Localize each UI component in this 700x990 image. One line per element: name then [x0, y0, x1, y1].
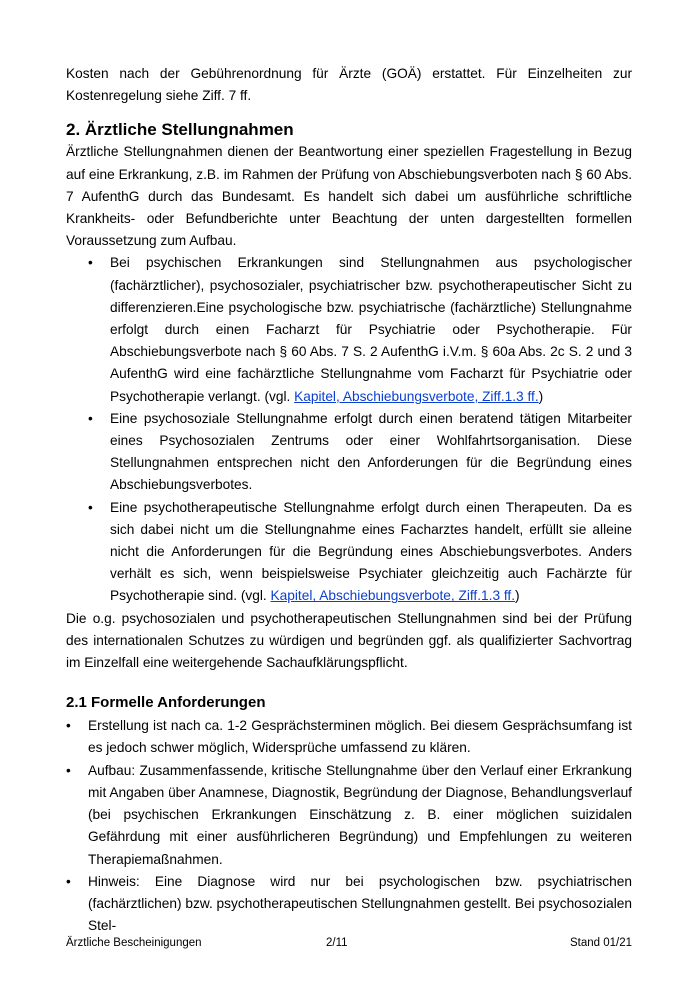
bullet-icon: • — [66, 762, 71, 778]
list-item-text-end: ) — [515, 588, 520, 604]
list-item-text: Hinweis: Eine Diagnose wird nur bei psychologischen bzw. psychiatrischen (fachärztlichen) bzw. psychotherapeutischen Stellungnahmen gestellt. Bei psychosozialen Stel- — [88, 873, 633, 934]
section-heading-2-1: 2.1 Formelle Anforderungen — [66, 694, 266, 712]
intro-paragraph: Kosten nach der Gebührenordnung für Ärzte (GOÄ) erstattet. Für Einzelheiten zur Kostenregelung siehe Ziff. 7 ff. — [66, 66, 632, 104]
section-2-paragraph: Ärztliche Stellungnahmen dienen der Beantwortung einer speziellen Fragestellung in Bezug auf eine Erkrankung, z.B. im Rahmen der Prüfung von Abschiebungsverboten nach § 60 Abs. 7 AufenthG durch das Bundesamt. Es handelt sich dabei um ausführliche schriftliche Krankheits- oder Befundberichte unter Beachtung der unten dargestellten formellen Voraussetzung zum Aufbau. — [66, 144, 632, 249]
stellungnahmen-list — [66, 252, 632, 607]
bullet-icon: • — [66, 873, 71, 889]
section-heading-2: 2. Ärztliche Stellungnahmen — [66, 120, 294, 140]
footer-date: Stand 01/21 — [569, 937, 632, 949]
bullet-icon: • — [88, 255, 93, 271]
list-item-text-end: ) — [538, 388, 544, 404]
list-item — [66, 871, 632, 938]
bullet-icon: • — [88, 410, 93, 426]
list-item — [66, 252, 632, 407]
list-item — [66, 715, 632, 759]
footer-title: Ärztliche Bescheinigungen — [66, 937, 202, 949]
list-item — [66, 497, 632, 608]
list-item-text: Aufbau: Zusammenfassende, kritische Stellungnahme über den Verlauf einer Erkrankung mit Angaben über Anamnese, Diagnostik, Begründung der Diagnose, Behandlungsverlauf (bei psychischen Erkrankungen Einschätzung z. B. einer möglichen suizidalen Gefährdung mit einer ausführlicheren Begründung) und Empfehlungen zu weiteren Therapiemaßnahmen. — [88, 762, 632, 867]
bullet-icon: • — [66, 718, 71, 734]
list-item-text: Eine psychosoziale Stellungnahme erfolgt durch einen beratend tätigen Mitarbeiter eines Psychosozialen Zentrums oder einer Wohlfahrtsorganisation. Diese Stellungnahmen entsprechen nicht den Anforderungen für die Begründung eines Abschiebungsverbotes. — [110, 410, 632, 493]
bullet-icon: • — [88, 499, 93, 515]
list-item-text: Erstellung ist nach ca. 1-2 Gesprächsterminen möglich. Bei diesem Gesprächsumfang ist es jedoch schwer möglich, Widersprüche umfassend zu klären. — [88, 718, 632, 756]
page-number: 2/11 — [326, 937, 348, 949]
anforderungen-list — [66, 715, 632, 937]
chapter-link[interactable]: Kapitel, Abschiebungsverbote, Ziff.1.3 ff. — [294, 388, 539, 404]
list-item-text: Eine psychotherapeutische Stellungnahme erfolgt durch einen Therapeuten. Da es sich dabei nicht um die Stellungnahme eines Facharztes handelt, erfüllt sie alleine nicht die Anforderungen für die Begründung eines Abschiebungsverbotes. Anders verhält es sich, wenn beispielsweise Psychiater gleichzeitig auch Fachärzte für Psychotherapie sind. (vgl. — [110, 499, 632, 604]
list-item — [66, 760, 632, 871]
list-item-text: Bei psychischen Erkrankungen sind Stellungnahmen aus psychologischer (fachärztlicher), psychosozialer, psychiatrischer bzw. psychotherapeutischer Sicht zu differenzieren.Eine psychologische bzw. psychiatrische (fachärztliche) Stellungnahme erfolgt durch einen Facharzt für Psychiatrie oder Psychotherapie. Für Abschiebungsverbote nach § 60 Abs. 7 S. 2 AufenthG i.V.m. § 60a Abs. 2c S. 2 und 3 AufenthG wird eine fachärztliche Stellungnahme vom Facharzt für Psychiatrie oder Psychotherapie verlangt. (vgl. — [110, 255, 632, 404]
chapter-link[interactable]: Kapitel, Abschiebungsverbote, Ziff.1.3 ff. — [270, 588, 516, 604]
section-2-closing-paragraph: Die o.g. psychosozialen und psychotherapeutischen Stellungnahmen sind bei der Prüfung des internationalen Schutzes zu würdigen und begründen ggf. als qualifizierter Sachvortrag im Einzelfall eine weitergehende Sachaufklärungspflicht. — [66, 610, 632, 671]
document-body — [66, 63, 632, 937]
list-item — [66, 408, 632, 497]
